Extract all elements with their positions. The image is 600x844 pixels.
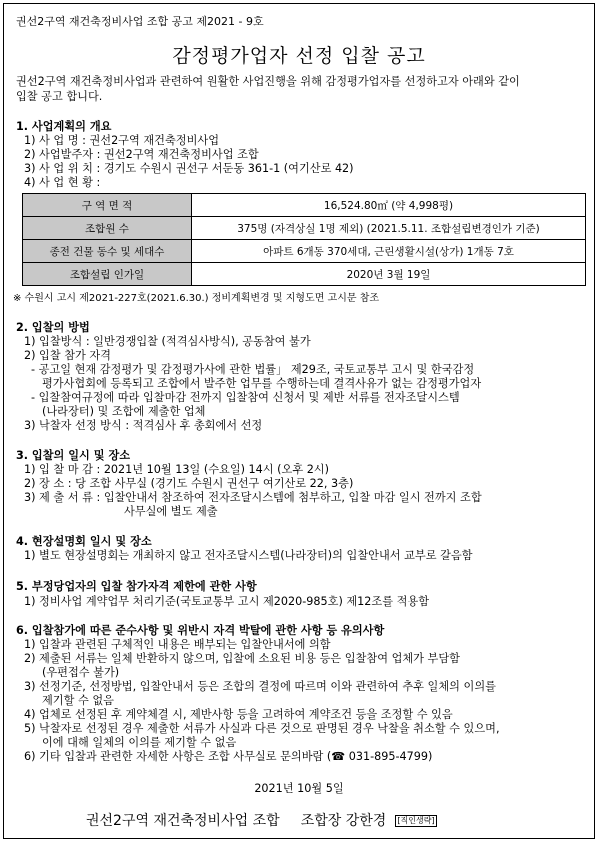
section-6-line: 3) 선정기준, 선정방법, 입찰안내서 등은 조합의 결정에 따르며 이와 관련하여 추후 일체의 이의를: [24, 680, 496, 693]
section-6-line: 6) 기타 입찰과 관련한 자세한 사항은 조합 사무실로 문의바람 (☎ 031-895-4799): [24, 750, 433, 763]
project-status-table: [22, 193, 586, 286]
section-6-heading: 6. 입찰참가에 따른 준수사항 및 위반시 자격 박탈에 관한 사항 등 유의사항: [16, 624, 385, 637]
section-2-line: - 입찰참여규정에 따라 입찰마감 전까지 입찰참여 신청서 및 제반 서류를 전자조달시스템: [31, 391, 460, 404]
signer-org: 권선2구역 재건축정비사업 조합: [86, 813, 280, 829]
section-3-line: 사무실에 별도 제출: [124, 505, 218, 518]
table-row: [23, 194, 586, 217]
table-label: 종전 건물 동수 및 세대수: [23, 240, 192, 263]
section-6-line: (우편접수 불가): [42, 666, 120, 679]
table-label: 구 역 면 적: [23, 194, 192, 217]
section-6-line: 이에 대해 일체의 이의를 제기할 수 없음: [42, 736, 237, 749]
section-2-line: 1) 입찰방식 : 일반경쟁입찰 (적격심사방식), 공동참여 불가: [24, 335, 311, 348]
notice-date: 2021년 10월 5일: [254, 782, 344, 795]
notice-page: [3, 3, 595, 839]
section-3-heading: 3. 입찰의 일시 및 장소: [16, 449, 131, 462]
section-6-line: 4) 업체로 선정된 후 계약체결 시, 제반사항 등을 고려하여 계약조건 등을 조정할 수 있음: [24, 708, 453, 721]
section-6-line: 5) 낙찰자로 선정된 경우 제출한 서류가 사실과 다른 것으로 판명된 경우 낙찰을 취소할 수 있으며,: [24, 722, 500, 735]
table-value: 아파트 6개동 370세대, 근린생활시설(상가) 1개동 7호: [192, 240, 586, 263]
section-5-line: 1) 정비사업 계약업무 처리기준(국토교통부 고시 제2020-985호) 제12조를 적용함: [24, 595, 429, 608]
section-4-heading: 4. 현장설명회 일시 및 장소: [16, 535, 152, 548]
section-6-line: 2) 제출된 서류는 일체 반환하지 않으며, 입찰에 소요된 비용 등은 입찰참여 업체가 부담함: [24, 652, 460, 665]
table-value: 2020년 3월 19일: [192, 263, 586, 286]
section-2-line: (나라장터) 및 조합에 제출한 업체: [42, 405, 206, 418]
section-2-line: - 공고일 현재 감정평가 및 감정평가사에 관한 법률」 제29조, 국토교통부 고시 및 한국감정: [31, 363, 475, 376]
signer-block: [86, 810, 437, 830]
section-2-line: 2) 입찰 참가 자격: [24, 349, 111, 362]
section-2-heading: 2. 입찰의 방법: [16, 321, 90, 334]
table-value: 16,524.80㎡ (약 4,998평): [192, 194, 586, 217]
table-row: [23, 240, 586, 263]
section-3-line: 2) 장 소 : 당 조합 사무실 (경기도 수원시 권선구 여기산로 22, 3층): [24, 477, 354, 490]
signer-head: 조합장 강한경: [300, 813, 387, 829]
notice-title: 감정평가업자 선정 입찰 공고: [172, 45, 426, 67]
section-1-item-3: 3) 사 업 위 치 : 경기도 수원시 권선구 서둔동 361-1 (여기산로 42): [24, 162, 354, 175]
section-6-line: 1) 입찰과 관련된 구체적인 내용은 배부되는 입찰안내서에 의함: [24, 638, 331, 651]
section-6-line: 제기할 수 없음: [42, 694, 114, 707]
section-4-line: 1) 별도 현장설명회는 개최하지 않고 전자조달시스템(나라장터)의 입찰안내서 교부로 갈음함: [24, 549, 473, 562]
table-label: 조합설립 인가일: [23, 263, 192, 286]
section-3-line: 1) 입 찰 마 감 : 2021년 10월 13일 (수요일) 14시 (오후 2시): [24, 463, 329, 476]
table-row: [23, 217, 586, 240]
intro-line-1: 권선2구역 재건축정비사업과 관련하여 원활한 사업진행을 위해 감정평가업자를 선정하고자 아래와 같이: [16, 75, 520, 88]
section-1-item-1: 1) 사 업 명 : 권선2구역 재건축정비사업: [24, 134, 220, 147]
section-3-line: 3) 제 출 서 류 : 입찰안내서 참조하여 전자조달시스템에 첨부하고, 입찰 마감 일시 전까지 조합: [24, 491, 482, 504]
section-5-heading: 5. 부정당업자의 입찰 참가자격 제한에 관한 사항: [16, 580, 257, 593]
section-2-line: 평가사협회에 등록되고 조합에서 발주한 업무를 수행하는데 결격사유가 없는 감정평가업자: [42, 377, 482, 390]
seal-omitted-mark: [직인생략]: [397, 816, 435, 825]
section-1-heading: 1. 사업계획의 개요: [16, 120, 112, 133]
notice-number: 권선2구역 재건축정비사업 조합 공고 제2021 - 9호: [16, 15, 264, 28]
section-2-line: 3) 낙찰자 선정 방식 : 적격심사 후 총회에서 선정: [24, 419, 263, 432]
table-note: ※ 수원시 고시 제2021-227호(2021.6.30.) 정비계획변경 및 지형도면 고시문 참조: [13, 293, 380, 304]
section-1-item-4: 4) 사 업 현 황 :: [24, 176, 101, 189]
table-value: 375명 (자격상실 1명 제외) (2021.5.11. 조합설립변경인가 기준): [192, 217, 586, 240]
table-label: 조합원 수: [23, 217, 192, 240]
section-1-item-2: 2) 사업발주자 : 권선2구역 재건축정비사업 조합: [24, 148, 259, 161]
table-row: [23, 263, 586, 286]
intro-line-2: 입찰 공고 합니다.: [16, 90, 103, 103]
